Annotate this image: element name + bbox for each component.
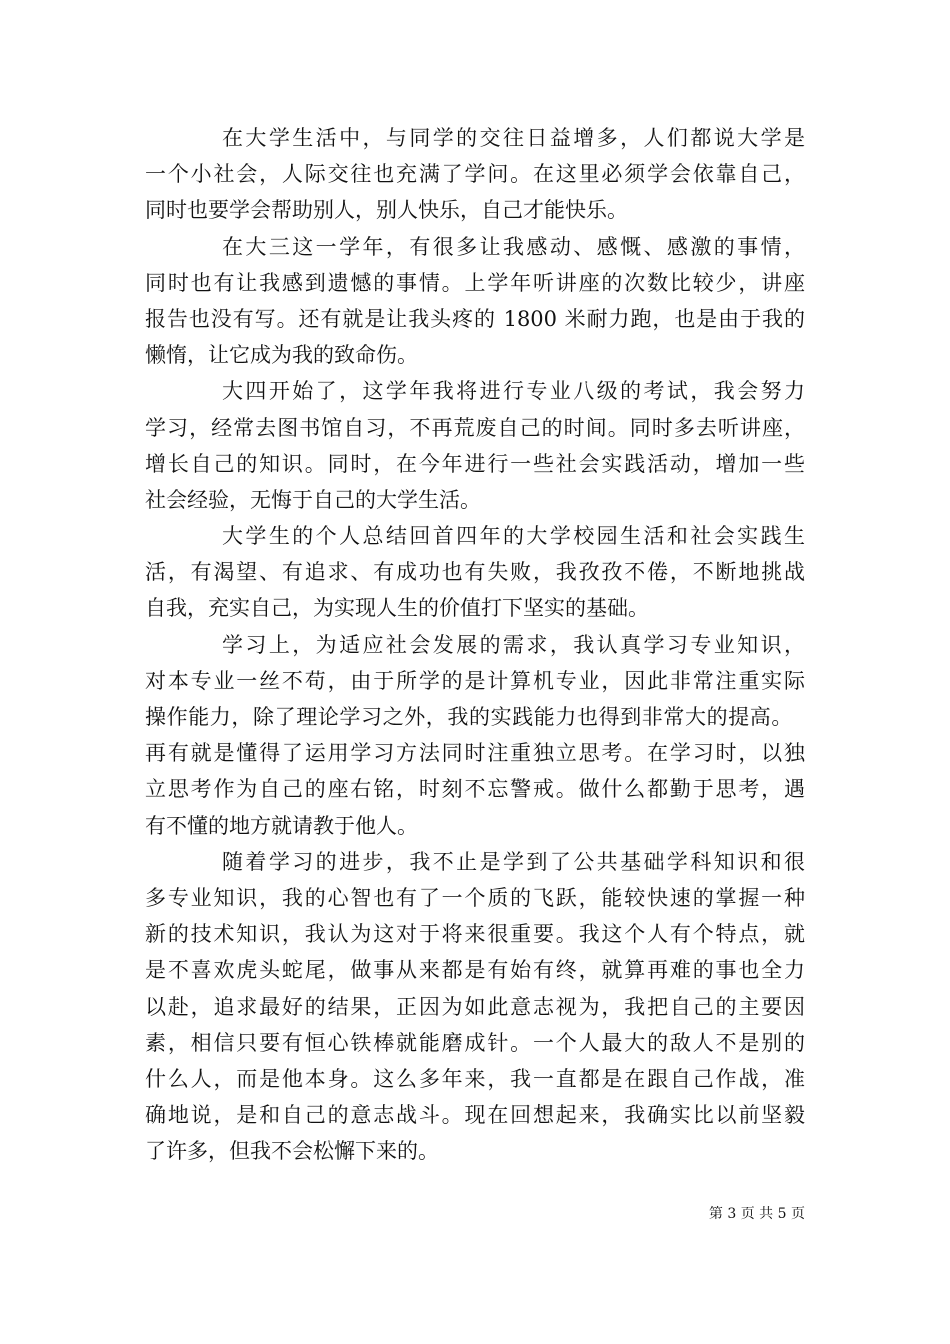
text-line: 新的技术知识，我认为这对于将来很重要。我这个人有个特点，就: [145, 922, 805, 947]
text-line: 报告也没有写。还有就是让我头疼的 1800 米耐力跑，也是由于我的: [145, 306, 805, 331]
text-line: 社会经验，无悔于自己的大学生活。: [145, 487, 481, 512]
text-line: 多专业知识，我的心智也有了一个质的飞跃，能较快速的掌握一种: [145, 885, 805, 910]
text-line: 对本专业一丝不苟，由于所学的是计算机专业，因此非常注重实际: [145, 668, 805, 693]
text-line: 确地说，是和自己的意志战斗。现在回想起来，我确实比以前坚毅: [145, 1103, 805, 1128]
paragraph: [145, 373, 805, 518]
text-line: 了许多，但我不会松懈下来的。: [145, 1139, 439, 1164]
text-line: 同时也有让我感到遗憾的事情。上学年听讲座的次数比较少，讲座: [145, 270, 805, 295]
text-line: 大学生的个人总结回首四年的大学校园生活和社会实践生: [222, 524, 805, 549]
paragraph: [145, 518, 805, 627]
paragraph: [145, 844, 805, 1170]
text-line: 懒惰，让它成为我的致命伤。: [145, 343, 418, 368]
text-line: 学习上，为适应社会发展的需求，我认真学习专业知识，: [222, 632, 805, 657]
paragraph: [145, 627, 805, 844]
paragraph: [145, 229, 805, 374]
text-line: 操作能力，除了理论学习之外，我的实践能力也得到非常大的提高。: [145, 705, 793, 729]
text-line: 再有就是懂得了运用学习方法同时注重独立思考。在学习时，以独: [145, 741, 805, 766]
text-line: 是不喜欢虎头蛇尾，做事从来都是有始有终，就算再难的事也全力: [145, 958, 805, 983]
text-line: 以赴，追求最好的结果，正因为如此意志视为，我把自己的主要因: [145, 994, 805, 1019]
text-line: 同时也要学会帮助别人，别人快乐，自己才能快乐。: [145, 198, 628, 223]
text-line: 学习，经常去图书馆自习，不再荒废自己的时间。同时多去听讲座，: [145, 415, 805, 440]
paragraph: [145, 120, 805, 229]
text-line: 增长自己的知识。同时，在今年进行一些社会实践活动，增加一些: [145, 451, 805, 476]
text-line: 自我，充实自己，为实现人生的价值打下坚实的基础。: [145, 596, 649, 621]
text-line: 一个小社会，人际交往也充满了学问。在这里必须学会依靠自己，: [145, 162, 805, 187]
text-line: 什么人，而是他本身。这么多年来，我一直都是在跟自己作战，准: [145, 1066, 805, 1091]
text-line: 有不懂的地方就请教于他人。: [145, 813, 418, 838]
text-line: 活，有渴望、有追求、有成功也有失败，我孜孜不倦，不断地挑战: [145, 560, 805, 585]
text-line: 在大学生活中，与同学的交往日益增多，人们都说大学是: [222, 126, 805, 150]
text-line: 在大三这一学年，有很多让我感动、感慨、感激的事情，: [222, 234, 805, 259]
text-line: 大四开始了，这学年我将进行专业八级的考试，我会努力: [222, 379, 805, 404]
text-line: 立思考作为自己的座右铭，时刻不忘警戒。做什么都勤于思考，遇: [145, 777, 805, 802]
text-line: 随着学习的进步，我不止是学到了公共基础学科知识和很: [222, 849, 805, 874]
page-number-footer: 第 3 页 共 5 页: [708, 1206, 805, 1222]
text-line: 素，相信只要有恒心铁棒就能磨成针。一个人最大的敌人不是别的: [145, 1030, 805, 1055]
document-body: [145, 120, 805, 1169]
